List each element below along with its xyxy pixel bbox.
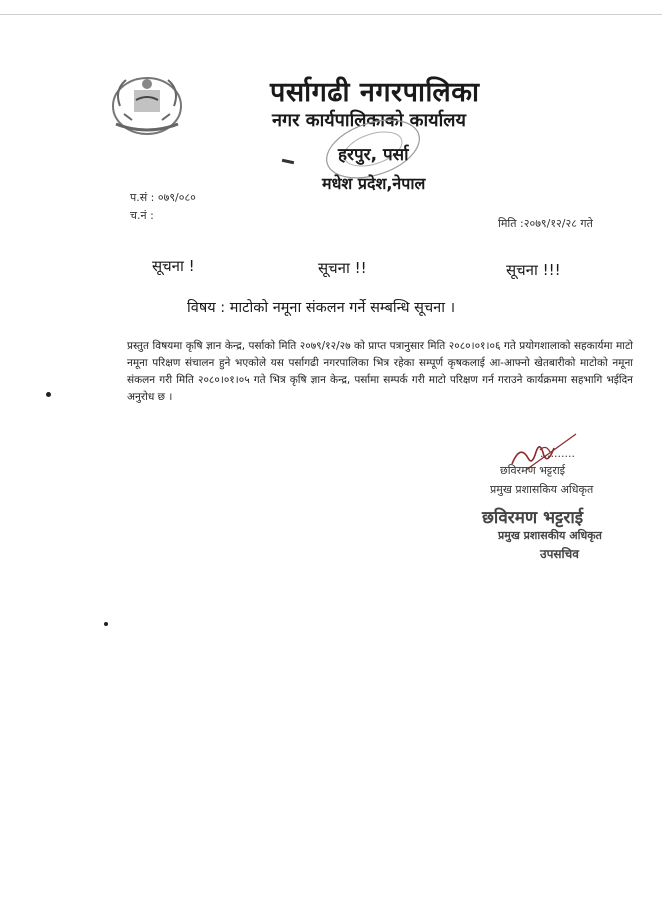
letter-date: मिति :२०७९/१२/२८ गते [498,217,593,230]
notice-heading-1: सूचना ! [152,257,195,275]
office-subtitle: नगर कार्यपालिकाको कार्यालय [272,110,466,131]
nepal-emblem-icon [106,70,188,138]
seal-name: छविरमण भट्टराई [482,508,584,528]
notice-body: प्रस्तुत विषयमा कृषि ज्ञान केन्द्र, पर्साको मिति २०७९/१२/२७ को प्राप्त पत्रानुसार मिति २०८०।०१।०६ गते प्रयोगशालाको सहकार्यमा माटो नमूना परिक्षण संचालन हुने भएकोले यस पर्सागढी नगरपालिका भित्र रहेका सम्पूर्ण कृषकलाई आ-आफ्नो खेतबारीको माटोको नमूना संकलन गरी मिति २०८०।०१।०५ गते भित्र कृषि ज्ञान केन्द्र, पर्सामा सम्पर्क गरी माटो परिक्षण गर्न गराउने कार्यक्रममा सहभागि भईदिन अनुरोध छ । [127,340,633,403]
signatory-title: प्रमुख प्रशासकिय अधिकृत [490,483,594,496]
seal-rank: उपसचिव [540,547,579,561]
page-top-border [0,0,662,15]
office-name: पर्सागढी नगरपालिका [270,77,480,108]
letter-number: प.सं : ०७९/०८० [130,191,196,204]
ink-mark [282,159,294,164]
seal-title: प्रमुख प्रशासकीय अधिकृत [498,529,602,542]
dispatch-number: च.नं : [130,209,154,222]
signature-line: .......... [540,447,575,460]
scan-speck [46,392,51,397]
office-place: हरपुर, पर्सा [338,145,409,165]
notice-heading-2: सूचना !! [318,259,367,277]
office-province: मधेश प्रदेश,नेपाल [322,174,426,193]
subject-line: विषय : माटोको नमूना संकलन गर्ने सम्बन्धि सूचना । [187,300,456,316]
signatory-name: छविरमण भट्टराई [500,464,566,477]
notice-heading-3: सूचना !!! [506,261,561,279]
scan-speck [104,622,108,626]
